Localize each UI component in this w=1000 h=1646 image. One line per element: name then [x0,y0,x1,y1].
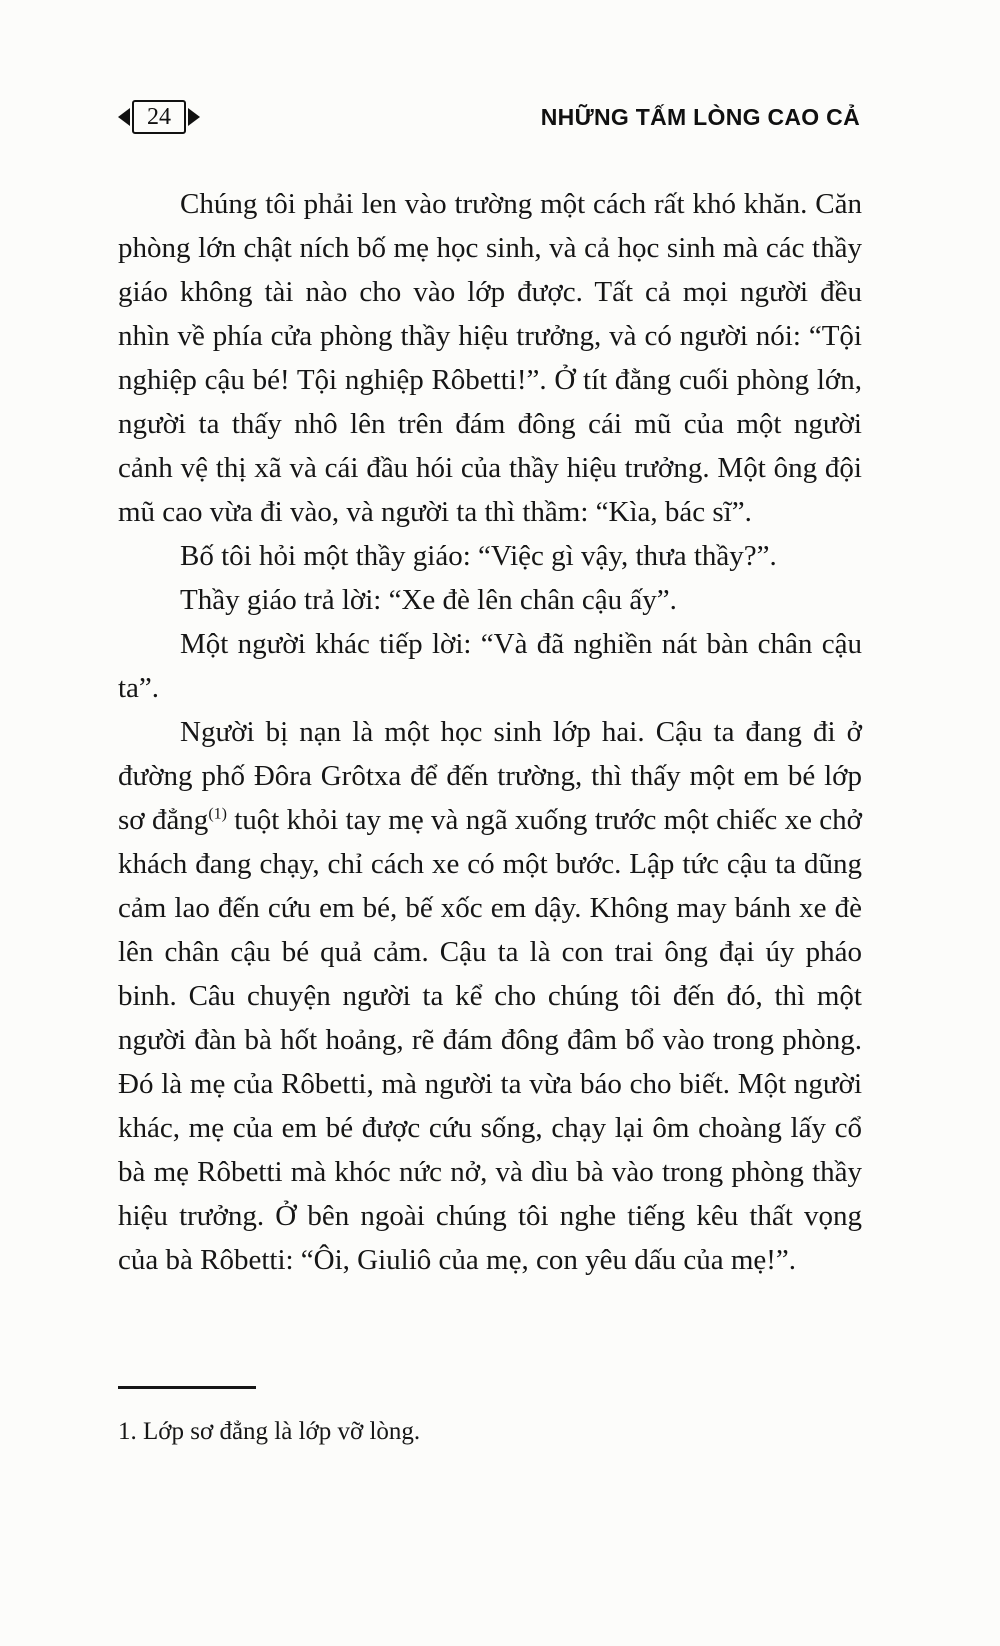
paragraph-text: tuột khỏi tay mẹ và ngã xuống trước một chiếc xe chở khách đang chạy, chỉ cách xe có một bước. Lập tức cậu ta dũng cảm lao đến cứu em bé, bế xốc em dậy. Không may bánh xe đè lên chân cậu bé quả cảm. Cậu ta là con trai ông đại úy pháo binh. Câu chuyện người ta kể cho chúng tôi đến đó, thì một người đàn bà hốt hoảng, rẽ đám đông đâm bổ vào trong phòng. Đó là mẹ của Rôbetti, mà người ta vừa báo cho biết. Một người khác, mẹ của em bé được cứu sống, chạy lại ôm choàng lấy cổ bà mẹ Rôbetti mà khóc nức nở, và dìu bà vào trong phòng thầy hiệu trưởng. Ở bên ngoài chúng tôi nghe tiếng kêu thất vọng của bà Rôbetti: “Ôi, Giuliô của mẹ, con yêu dấu của mẹ!”. [118,804,862,1276]
paragraph: Bố tôi hỏi một thầy giáo: “Việc gì vậy, thưa thầy?”. [180,540,777,572]
paragraph [118,710,862,1282]
paragraph: Thầy giáo trả lời: “Xe đè lên chân cậu ấy”. [180,584,677,616]
paragraph: Chúng tôi phải len vào trường một cách rất khó khăn. Căn phòng lớn chật ních bố mẹ học sinh, và cả học sinh mà các thầy giáo không tài nào cho vào lớp được. Tất cả mọi người đều nhìn về phía cửa phòng thầy hiệu trưởng, và có người nói: “Tội nghiệp cậu bé! Tội nghiệp Rôbetti!”. Ở tít đằng cuối phòng lớn, người ta thấy nhô lên trên đám đông cái mũ của một người cảnh vệ thị xã và cái đầu hói của thầy hiệu trưởng. Một ông đội mũ cao vừa đi vào, và người ta thì thầm: “Kìa, bác sĩ”. [118,188,862,528]
paragraph-text: Người bị nạn là một học sinh lớp hai. Cậu ta đang đi ở đường phố Đôra Grôtxa để đến trường, thì thấy một em bé lớp sơ đẳng [118,716,862,836]
footnote-divider [118,1386,256,1389]
paragraph: Một người khác tiếp lời: “Và đã nghiền nát bàn chân cậu ta”. [118,628,862,704]
page-number-ornament [118,100,200,134]
running-header-title: NHỮNG TẤM LÒNG CAO CẢ [540,103,860,130]
footnote-area [118,1386,862,1449]
page-number: 24 [132,100,186,134]
body-text [118,182,862,1282]
right-triangle-icon [188,108,200,126]
left-triangle-icon [118,108,130,126]
running-header [118,98,860,136]
footnote-marker: (1) [208,805,227,823]
footnote-text: 1. Lớp sơ đẳng là lớp vỡ lòng. [118,1418,421,1445]
